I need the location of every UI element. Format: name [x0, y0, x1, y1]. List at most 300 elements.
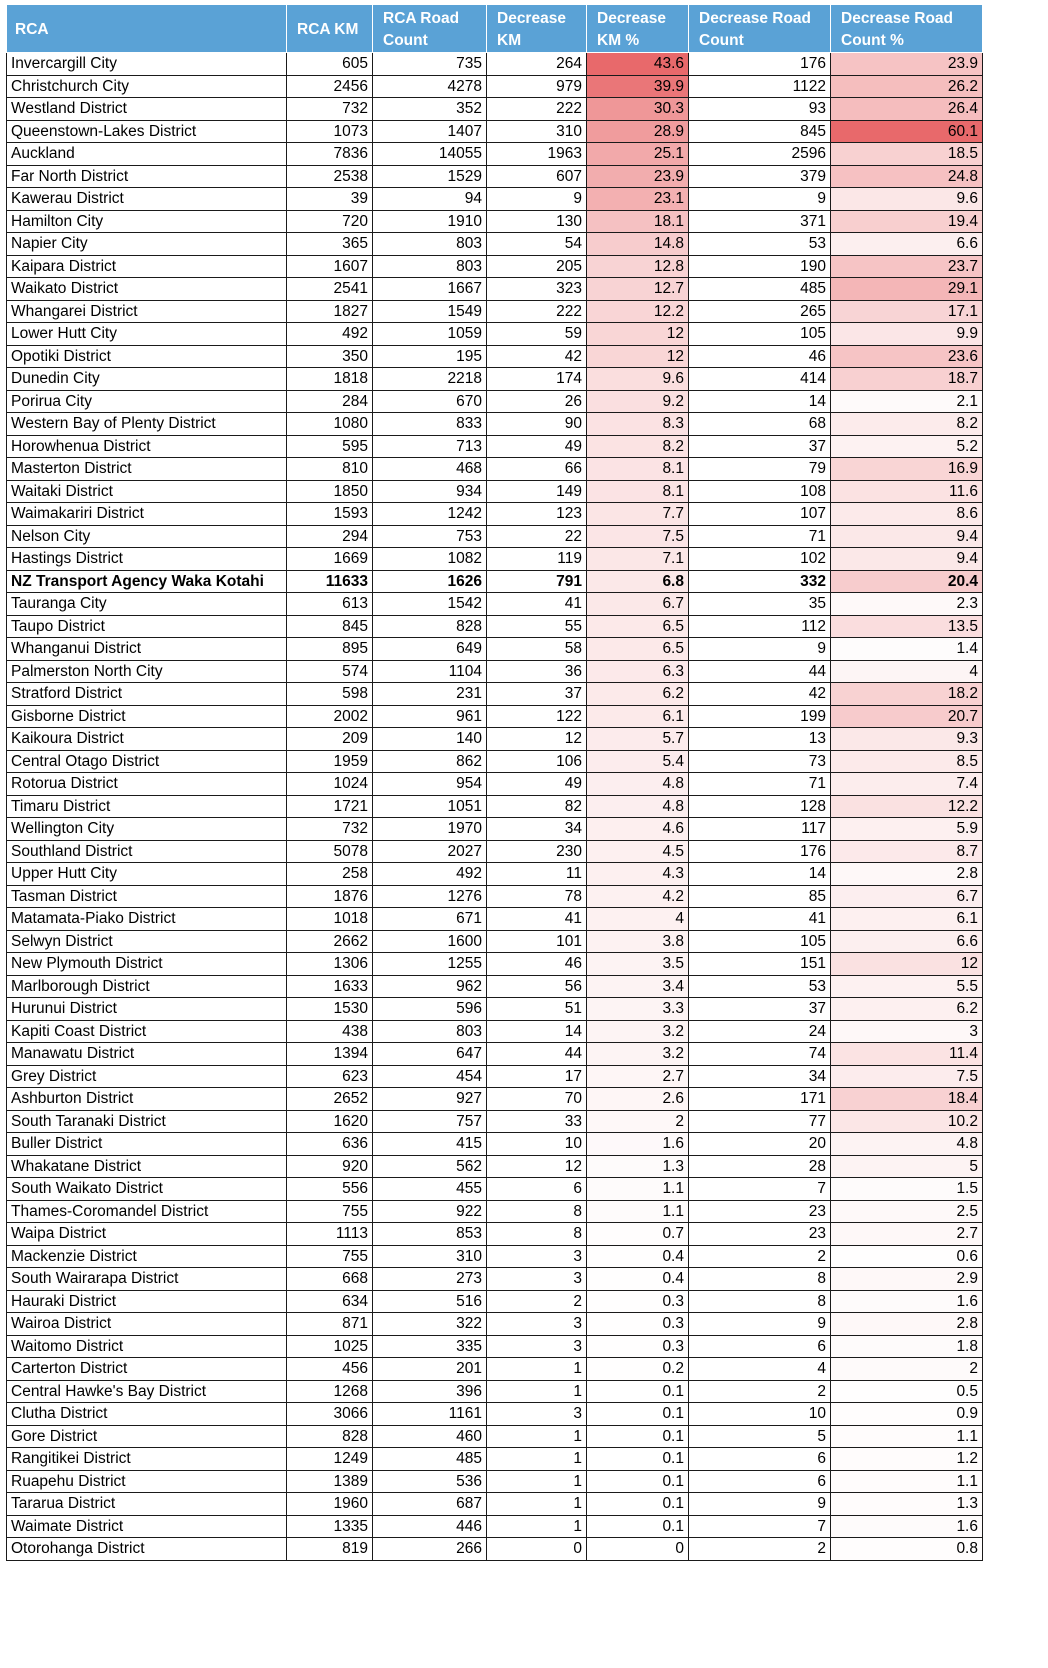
column-header-rca-km[interactable]: RCA KM — [287, 5, 373, 53]
cell-decrease-road-count[interactable]: 23 — [689, 1223, 831, 1246]
cell-decrease-road-count[interactable]: 108 — [689, 480, 831, 503]
cell-decrease-km[interactable]: 46 — [487, 953, 587, 976]
cell-decrease-km[interactable]: 1 — [487, 1358, 587, 1381]
cell-decrease-road-count-pct[interactable]: 11.6 — [831, 480, 983, 503]
cell-rca-km[interactable]: 456 — [287, 1358, 373, 1381]
cell-rca-road-count[interactable]: 1242 — [373, 503, 487, 526]
cell-decrease-km-pct[interactable]: 0.3 — [587, 1335, 689, 1358]
cell-decrease-km-pct[interactable]: 23.9 — [587, 165, 689, 188]
cell-decrease-road-count-pct[interactable]: 8.5 — [831, 750, 983, 773]
cell-decrease-km[interactable]: 41 — [487, 908, 587, 931]
cell-decrease-km-pct[interactable]: 2.6 — [587, 1088, 689, 1111]
cell-rca-km[interactable]: 2541 — [287, 278, 373, 301]
cell-rca-road-count[interactable]: 231 — [373, 683, 487, 706]
cell-decrease-km[interactable]: 2 — [487, 1290, 587, 1313]
cell-rca-km[interactable]: 2002 — [287, 705, 373, 728]
cell-rca-km[interactable]: 1721 — [287, 795, 373, 818]
cell-decrease-road-count[interactable]: 34 — [689, 1065, 831, 1088]
cell-rca[interactable]: South Taranaki District — [7, 1110, 287, 1133]
cell-rca[interactable]: Hauraki District — [7, 1290, 287, 1313]
cell-decrease-road-count[interactable]: 9 — [689, 188, 831, 211]
cell-rca[interactable]: Rotorua District — [7, 773, 287, 796]
cell-decrease-road-count[interactable]: 112 — [689, 615, 831, 638]
cell-decrease-road-count[interactable]: 13 — [689, 728, 831, 751]
cell-decrease-road-count-pct[interactable]: 6.7 — [831, 885, 983, 908]
cell-rca-km[interactable]: 1306 — [287, 953, 373, 976]
cell-decrease-road-count-pct[interactable]: 3 — [831, 1020, 983, 1043]
cell-decrease-km[interactable]: 230 — [487, 840, 587, 863]
cell-rca-road-count[interactable]: 803 — [373, 255, 487, 278]
cell-rca-km[interactable]: 574 — [287, 660, 373, 683]
cell-rca[interactable]: New Plymouth District — [7, 953, 287, 976]
cell-rca-km[interactable]: 1394 — [287, 1043, 373, 1066]
cell-rca[interactable]: Upper Hutt City — [7, 863, 287, 886]
cell-rca[interactable]: Lower Hutt City — [7, 323, 287, 346]
cell-rca[interactable]: Selwyn District — [7, 930, 287, 953]
cell-decrease-km-pct[interactable]: 30.3 — [587, 98, 689, 121]
cell-rca[interactable]: Stratford District — [7, 683, 287, 706]
cell-decrease-road-count-pct[interactable]: 18.4 — [831, 1088, 983, 1111]
cell-rca-km[interactable]: 39 — [287, 188, 373, 211]
cell-rca-km[interactable]: 209 — [287, 728, 373, 751]
cell-decrease-km[interactable]: 264 — [487, 53, 587, 76]
column-header-decrease-km[interactable]: Decrease KM — [487, 5, 587, 53]
cell-decrease-km[interactable]: 22 — [487, 525, 587, 548]
cell-rca-road-count[interactable]: 195 — [373, 345, 487, 368]
cell-decrease-road-count[interactable]: 6 — [689, 1335, 831, 1358]
cell-decrease-km[interactable]: 33 — [487, 1110, 587, 1133]
cell-rca-road-count[interactable]: 310 — [373, 1245, 487, 1268]
cell-rca-km[interactable]: 1530 — [287, 998, 373, 1021]
cell-rca-road-count[interactable]: 460 — [373, 1425, 487, 1448]
cell-rca[interactable]: Carterton District — [7, 1358, 287, 1381]
cell-rca-km[interactable]: 1025 — [287, 1335, 373, 1358]
cell-rca-road-count[interactable]: 1600 — [373, 930, 487, 953]
cell-decrease-km-pct[interactable]: 39.9 — [587, 75, 689, 98]
cell-decrease-km[interactable]: 36 — [487, 660, 587, 683]
cell-rca-km[interactable]: 2456 — [287, 75, 373, 98]
cell-rca[interactable]: Waipa District — [7, 1223, 287, 1246]
cell-rca-road-count[interactable]: 562 — [373, 1155, 487, 1178]
cell-rca[interactable]: Opotiki District — [7, 345, 287, 368]
cell-rca-km[interactable]: 284 — [287, 390, 373, 413]
cell-decrease-km-pct[interactable]: 3.2 — [587, 1043, 689, 1066]
cell-rca-road-count[interactable]: 1667 — [373, 278, 487, 301]
cell-decrease-km-pct[interactable]: 4.8 — [587, 773, 689, 796]
cell-decrease-km-pct[interactable]: 8.3 — [587, 413, 689, 436]
cell-decrease-km-pct[interactable]: 3.8 — [587, 930, 689, 953]
cell-decrease-road-count[interactable]: 105 — [689, 323, 831, 346]
cell-rca-km[interactable]: 1620 — [287, 1110, 373, 1133]
cell-decrease-road-count-pct[interactable]: 13.5 — [831, 615, 983, 638]
cell-decrease-km[interactable]: 90 — [487, 413, 587, 436]
cell-rca[interactable]: Tararua District — [7, 1493, 287, 1516]
cell-decrease-road-count[interactable]: 117 — [689, 818, 831, 841]
cell-decrease-km-pct[interactable]: 43.6 — [587, 53, 689, 76]
cell-rca-km[interactable]: 845 — [287, 615, 373, 638]
cell-rca-km[interactable]: 895 — [287, 638, 373, 661]
cell-decrease-km[interactable]: 42 — [487, 345, 587, 368]
cell-decrease-road-count-pct[interactable]: 18.5 — [831, 143, 983, 166]
cell-rca[interactable]: Gisborne District — [7, 705, 287, 728]
cell-rca[interactable]: Kaipara District — [7, 255, 287, 278]
cell-decrease-km-pct[interactable]: 8.2 — [587, 435, 689, 458]
cell-rca-km[interactable]: 1080 — [287, 413, 373, 436]
cell-rca-road-count[interactable]: 803 — [373, 1020, 487, 1043]
cell-rca[interactable]: Central Hawke's Bay District — [7, 1380, 287, 1403]
cell-decrease-road-count-pct[interactable]: 2.9 — [831, 1268, 983, 1291]
cell-decrease-road-count[interactable]: 71 — [689, 525, 831, 548]
cell-rca[interactable]: Wairoa District — [7, 1313, 287, 1336]
cell-rca[interactable]: South Waikato District — [7, 1178, 287, 1201]
cell-decrease-road-count[interactable]: 24 — [689, 1020, 831, 1043]
cell-rca[interactable]: Central Otago District — [7, 750, 287, 773]
cell-decrease-road-count-pct[interactable]: 12 — [831, 953, 983, 976]
cell-rca[interactable]: Ruapehu District — [7, 1470, 287, 1493]
cell-rca-road-count[interactable]: 485 — [373, 1448, 487, 1471]
cell-decrease-road-count-pct[interactable]: 5.2 — [831, 435, 983, 458]
cell-rca-km[interactable]: 732 — [287, 98, 373, 121]
cell-rca[interactable]: Manawatu District — [7, 1043, 287, 1066]
cell-decrease-road-count-pct[interactable]: 9.9 — [831, 323, 983, 346]
cell-decrease-km-pct[interactable]: 0.3 — [587, 1313, 689, 1336]
cell-decrease-road-count-pct[interactable]: 7.4 — [831, 773, 983, 796]
cell-decrease-road-count[interactable]: 73 — [689, 750, 831, 773]
cell-rca-road-count[interactable]: 649 — [373, 638, 487, 661]
cell-rca[interactable]: Waitomo District — [7, 1335, 287, 1358]
cell-rca-km[interactable]: 1633 — [287, 975, 373, 998]
cell-decrease-km-pct[interactable]: 0.1 — [587, 1425, 689, 1448]
cell-decrease-km[interactable]: 174 — [487, 368, 587, 391]
cell-decrease-road-count[interactable]: 53 — [689, 233, 831, 256]
cell-rca[interactable]: Waikato District — [7, 278, 287, 301]
cell-rca-road-count[interactable]: 2027 — [373, 840, 487, 863]
cell-rca-road-count[interactable]: 1549 — [373, 300, 487, 323]
cell-decrease-road-count[interactable]: 1122 — [689, 75, 831, 98]
cell-rca-road-count[interactable]: 94 — [373, 188, 487, 211]
cell-rca-km[interactable]: 828 — [287, 1425, 373, 1448]
cell-decrease-km-pct[interactable]: 14.8 — [587, 233, 689, 256]
cell-rca-km[interactable]: 7836 — [287, 143, 373, 166]
cell-decrease-km[interactable]: 791 — [487, 570, 587, 593]
cell-decrease-km-pct[interactable]: 4.2 — [587, 885, 689, 908]
column-header-decrease-road-count[interactable]: Decrease Road Count — [689, 5, 831, 53]
cell-rca-km[interactable]: 1018 — [287, 908, 373, 931]
cell-rca[interactable]: Auckland — [7, 143, 287, 166]
cell-decrease-road-count[interactable]: 176 — [689, 53, 831, 76]
cell-decrease-km[interactable]: 6 — [487, 1178, 587, 1201]
cell-decrease-km-pct[interactable]: 0.1 — [587, 1470, 689, 1493]
cell-rca-km[interactable]: 2652 — [287, 1088, 373, 1111]
cell-decrease-road-count-pct[interactable]: 2.1 — [831, 390, 983, 413]
cell-decrease-km-pct[interactable]: 3.2 — [587, 1020, 689, 1043]
cell-decrease-road-count-pct[interactable]: 9.3 — [831, 728, 983, 751]
cell-decrease-km-pct[interactable]: 25.1 — [587, 143, 689, 166]
cell-decrease-road-count[interactable]: 485 — [689, 278, 831, 301]
cell-decrease-km-pct[interactable]: 0.7 — [587, 1223, 689, 1246]
cell-decrease-km-pct[interactable]: 7.1 — [587, 548, 689, 571]
cell-decrease-km-pct[interactable]: 6.1 — [587, 705, 689, 728]
cell-decrease-km-pct[interactable]: 6.5 — [587, 615, 689, 638]
cell-decrease-road-count[interactable]: 4 — [689, 1358, 831, 1381]
cell-decrease-road-count-pct[interactable]: 6.6 — [831, 930, 983, 953]
cell-decrease-km[interactable]: 1 — [487, 1425, 587, 1448]
column-header-decrease-km-pct[interactable]: Decrease KM % — [587, 5, 689, 53]
cell-decrease-km-pct[interactable]: 0.1 — [587, 1448, 689, 1471]
cell-rca-km[interactable]: 556 — [287, 1178, 373, 1201]
cell-decrease-road-count[interactable]: 42 — [689, 683, 831, 706]
cell-decrease-km[interactable]: 51 — [487, 998, 587, 1021]
cell-rca-road-count[interactable]: 2218 — [373, 368, 487, 391]
cell-decrease-road-count[interactable]: 2 — [689, 1380, 831, 1403]
cell-rca-road-count[interactable]: 352 — [373, 98, 487, 121]
cell-rca-km[interactable]: 732 — [287, 818, 373, 841]
cell-decrease-road-count-pct[interactable]: 1.1 — [831, 1425, 983, 1448]
cell-decrease-km-pct[interactable]: 3.3 — [587, 998, 689, 1021]
cell-decrease-km[interactable]: 3 — [487, 1403, 587, 1426]
cell-rca-road-count[interactable]: 455 — [373, 1178, 487, 1201]
cell-rca[interactable]: Rangitikei District — [7, 1448, 287, 1471]
cell-rca-road-count[interactable]: 322 — [373, 1313, 487, 1336]
cell-rca[interactable]: Kapiti Coast District — [7, 1020, 287, 1043]
cell-rca-road-count[interactable]: 266 — [373, 1538, 487, 1561]
cell-rca-road-count[interactable]: 273 — [373, 1268, 487, 1291]
cell-rca[interactable]: Waimate District — [7, 1515, 287, 1538]
cell-decrease-road-count[interactable]: 14 — [689, 863, 831, 886]
cell-decrease-road-count[interactable]: 79 — [689, 458, 831, 481]
cell-rca[interactable]: Wellington City — [7, 818, 287, 841]
cell-decrease-km-pct[interactable]: 2 — [587, 1110, 689, 1133]
cell-rca[interactable]: Dunedin City — [7, 368, 287, 391]
cell-decrease-km-pct[interactable]: 12 — [587, 345, 689, 368]
cell-decrease-road-count-pct[interactable]: 4.8 — [831, 1133, 983, 1156]
cell-decrease-road-count-pct[interactable]: 9.4 — [831, 548, 983, 571]
cell-rca-km[interactable]: 1850 — [287, 480, 373, 503]
cell-decrease-road-count[interactable]: 176 — [689, 840, 831, 863]
cell-decrease-km[interactable]: 130 — [487, 210, 587, 233]
cell-rca-km[interactable]: 11633 — [287, 570, 373, 593]
cell-decrease-road-count-pct[interactable]: 2.7 — [831, 1223, 983, 1246]
cell-decrease-km[interactable]: 9 — [487, 188, 587, 211]
cell-decrease-road-count[interactable]: 6 — [689, 1448, 831, 1471]
cell-rca-km[interactable]: 613 — [287, 593, 373, 616]
cell-rca-km[interactable]: 2662 — [287, 930, 373, 953]
cell-rca-km[interactable]: 1593 — [287, 503, 373, 526]
cell-decrease-road-count[interactable]: 41 — [689, 908, 831, 931]
cell-decrease-road-count[interactable]: 9 — [689, 1313, 831, 1336]
cell-decrease-road-count[interactable]: 845 — [689, 120, 831, 143]
cell-decrease-road-count-pct[interactable]: 7.5 — [831, 1065, 983, 1088]
cell-decrease-road-count[interactable]: 151 — [689, 953, 831, 976]
cell-decrease-road-count-pct[interactable]: 20.7 — [831, 705, 983, 728]
cell-decrease-road-count[interactable]: 171 — [689, 1088, 831, 1111]
cell-decrease-road-count[interactable]: 414 — [689, 368, 831, 391]
cell-rca-road-count[interactable]: 1970 — [373, 818, 487, 841]
cell-decrease-km[interactable]: 82 — [487, 795, 587, 818]
cell-decrease-road-count[interactable]: 37 — [689, 435, 831, 458]
cell-decrease-km[interactable]: 11 — [487, 863, 587, 886]
cell-rca-road-count[interactable]: 803 — [373, 233, 487, 256]
cell-decrease-km-pct[interactable]: 0.4 — [587, 1268, 689, 1291]
cell-rca-km[interactable]: 3066 — [287, 1403, 373, 1426]
cell-decrease-km[interactable]: 10 — [487, 1133, 587, 1156]
cell-rca-km[interactable]: 1024 — [287, 773, 373, 796]
cell-decrease-km-pct[interactable]: 8.1 — [587, 458, 689, 481]
cell-decrease-km-pct[interactable]: 4.3 — [587, 863, 689, 886]
cell-rca-km[interactable]: 1669 — [287, 548, 373, 571]
cell-rca-road-count[interactable]: 922 — [373, 1200, 487, 1223]
cell-rca-km[interactable]: 350 — [287, 345, 373, 368]
cell-decrease-road-count[interactable]: 371 — [689, 210, 831, 233]
cell-decrease-km-pct[interactable]: 2.7 — [587, 1065, 689, 1088]
cell-rca[interactable]: Hurunui District — [7, 998, 287, 1021]
cell-decrease-road-count-pct[interactable]: 18.2 — [831, 683, 983, 706]
cell-decrease-km[interactable]: 55 — [487, 615, 587, 638]
cell-decrease-road-count[interactable]: 8 — [689, 1268, 831, 1291]
cell-rca-road-count[interactable]: 454 — [373, 1065, 487, 1088]
column-header-rca-road-count[interactable]: RCA Road Count — [373, 5, 487, 53]
cell-decrease-km[interactable]: 607 — [487, 165, 587, 188]
cell-decrease-road-count-pct[interactable]: 26.4 — [831, 98, 983, 121]
cell-decrease-km-pct[interactable]: 6.5 — [587, 638, 689, 661]
cell-rca[interactable]: Marlborough District — [7, 975, 287, 998]
cell-decrease-road-count-pct[interactable]: 4 — [831, 660, 983, 683]
cell-rca-km[interactable]: 258 — [287, 863, 373, 886]
cell-decrease-road-count-pct[interactable]: 1.5 — [831, 1178, 983, 1201]
cell-rca[interactable]: Christchurch City — [7, 75, 287, 98]
cell-decrease-road-count[interactable]: 332 — [689, 570, 831, 593]
cell-decrease-road-count[interactable]: 28 — [689, 1155, 831, 1178]
cell-decrease-km-pct[interactable]: 4.5 — [587, 840, 689, 863]
cell-decrease-km[interactable]: 0 — [487, 1538, 587, 1561]
cell-rca[interactable]: Queenstown-Lakes District — [7, 120, 287, 143]
cell-rca-km[interactable]: 294 — [287, 525, 373, 548]
cell-rca-km[interactable]: 755 — [287, 1200, 373, 1223]
cell-rca-road-count[interactable]: 492 — [373, 863, 487, 886]
cell-decrease-road-count-pct[interactable]: 1.6 — [831, 1515, 983, 1538]
cell-rca-road-count[interactable]: 853 — [373, 1223, 487, 1246]
cell-decrease-road-count[interactable]: 199 — [689, 705, 831, 728]
cell-rca-road-count[interactable]: 1161 — [373, 1403, 487, 1426]
cell-decrease-road-count-pct[interactable]: 23.7 — [831, 255, 983, 278]
cell-decrease-road-count[interactable]: 8 — [689, 1290, 831, 1313]
cell-decrease-km[interactable]: 66 — [487, 458, 587, 481]
cell-decrease-km[interactable]: 54 — [487, 233, 587, 256]
cell-decrease-km[interactable]: 3 — [487, 1268, 587, 1291]
cell-rca-km[interactable]: 1073 — [287, 120, 373, 143]
cell-decrease-km[interactable]: 122 — [487, 705, 587, 728]
cell-rca[interactable]: Kawerau District — [7, 188, 287, 211]
cell-decrease-km-pct[interactable]: 5.4 — [587, 750, 689, 773]
cell-rca[interactable]: Nelson City — [7, 525, 287, 548]
cell-decrease-road-count[interactable]: 265 — [689, 300, 831, 323]
cell-decrease-km[interactable]: 1963 — [487, 143, 587, 166]
cell-decrease-km[interactable]: 14 — [487, 1020, 587, 1043]
cell-rca-km[interactable]: 5078 — [287, 840, 373, 863]
cell-decrease-km-pct[interactable]: 12.7 — [587, 278, 689, 301]
cell-decrease-km[interactable]: 59 — [487, 323, 587, 346]
cell-decrease-km-pct[interactable]: 0.1 — [587, 1493, 689, 1516]
cell-rca[interactable]: Napier City — [7, 233, 287, 256]
cell-decrease-road-count[interactable]: 5 — [689, 1425, 831, 1448]
cell-decrease-km[interactable]: 12 — [487, 1155, 587, 1178]
cell-decrease-road-count-pct[interactable]: 11.4 — [831, 1043, 983, 1066]
cell-rca-road-count[interactable]: 14055 — [373, 143, 487, 166]
cell-decrease-km-pct[interactable]: 3.5 — [587, 953, 689, 976]
cell-decrease-road-count-pct[interactable]: 8.6 — [831, 503, 983, 526]
cell-rca[interactable]: Waitaki District — [7, 480, 287, 503]
cell-rca[interactable]: Waimakariri District — [7, 503, 287, 526]
cell-rca-road-count[interactable]: 735 — [373, 53, 487, 76]
cell-rca[interactable]: Hamilton City — [7, 210, 287, 233]
cell-rca[interactable]: Whakatane District — [7, 1155, 287, 1178]
cell-decrease-road-count[interactable]: 23 — [689, 1200, 831, 1223]
cell-decrease-km-pct[interactable]: 0.3 — [587, 1290, 689, 1313]
cell-decrease-km-pct[interactable]: 4.8 — [587, 795, 689, 818]
cell-decrease-road-count[interactable]: 9 — [689, 1493, 831, 1516]
cell-decrease-km[interactable]: 37 — [487, 683, 587, 706]
cell-rca-km[interactable]: 1113 — [287, 1223, 373, 1246]
cell-decrease-km[interactable]: 70 — [487, 1088, 587, 1111]
cell-decrease-km[interactable]: 12 — [487, 728, 587, 751]
cell-rca-km[interactable]: 365 — [287, 233, 373, 256]
cell-rca-road-count[interactable]: 596 — [373, 998, 487, 1021]
cell-decrease-road-count[interactable]: 37 — [689, 998, 831, 1021]
cell-rca-km[interactable]: 438 — [287, 1020, 373, 1043]
cell-decrease-km[interactable]: 58 — [487, 638, 587, 661]
cell-decrease-road-count-pct[interactable]: 0.8 — [831, 1538, 983, 1561]
cell-rca-road-count[interactable]: 757 — [373, 1110, 487, 1133]
cell-decrease-km[interactable]: 106 — [487, 750, 587, 773]
cell-rca-road-count[interactable]: 1542 — [373, 593, 487, 616]
cell-decrease-road-count[interactable]: 77 — [689, 1110, 831, 1133]
cell-decrease-km-pct[interactable]: 5.7 — [587, 728, 689, 751]
cell-decrease-km[interactable]: 1 — [487, 1470, 587, 1493]
cell-decrease-road-count[interactable]: 379 — [689, 165, 831, 188]
cell-decrease-road-count[interactable]: 53 — [689, 975, 831, 998]
cell-rca-km[interactable]: 1960 — [287, 1493, 373, 1516]
cell-decrease-km-pct[interactable]: 6.2 — [587, 683, 689, 706]
cell-decrease-km[interactable]: 1 — [487, 1380, 587, 1403]
cell-decrease-road-count-pct[interactable]: 9.4 — [831, 525, 983, 548]
cell-decrease-road-count[interactable]: 102 — [689, 548, 831, 571]
cell-decrease-km-pct[interactable]: 1.1 — [587, 1200, 689, 1223]
cell-rca-km[interactable]: 492 — [287, 323, 373, 346]
cell-rca[interactable]: Whanganui District — [7, 638, 287, 661]
cell-rca-km[interactable]: 668 — [287, 1268, 373, 1291]
column-header-decrease-road-count-pct[interactable]: Decrease Road Count % — [831, 5, 983, 53]
cell-decrease-km-pct[interactable]: 1.3 — [587, 1155, 689, 1178]
cell-decrease-road-count-pct[interactable]: 5.5 — [831, 975, 983, 998]
cell-rca[interactable]: NZ Transport Agency Waka Kotahi — [7, 570, 287, 593]
cell-decrease-road-count[interactable]: 74 — [689, 1043, 831, 1066]
cell-rca-km[interactable]: 1818 — [287, 368, 373, 391]
cell-rca-road-count[interactable]: 671 — [373, 908, 487, 931]
cell-decrease-road-count-pct[interactable]: 5.9 — [831, 818, 983, 841]
cell-decrease-km-pct[interactable]: 0.1 — [587, 1380, 689, 1403]
cell-decrease-road-count-pct[interactable]: 1.2 — [831, 1448, 983, 1471]
cell-rca[interactable]: Mackenzie District — [7, 1245, 287, 1268]
cell-decrease-km-pct[interactable]: 4.6 — [587, 818, 689, 841]
cell-decrease-km-pct[interactable]: 6.3 — [587, 660, 689, 683]
cell-decrease-road-count[interactable]: 68 — [689, 413, 831, 436]
cell-rca-road-count[interactable]: 201 — [373, 1358, 487, 1381]
cell-decrease-road-count[interactable]: 105 — [689, 930, 831, 953]
cell-rca-road-count[interactable]: 415 — [373, 1133, 487, 1156]
cell-rca-road-count[interactable]: 687 — [373, 1493, 487, 1516]
cell-rca[interactable]: Gore District — [7, 1425, 287, 1448]
cell-decrease-km-pct[interactable]: 12.2 — [587, 300, 689, 323]
